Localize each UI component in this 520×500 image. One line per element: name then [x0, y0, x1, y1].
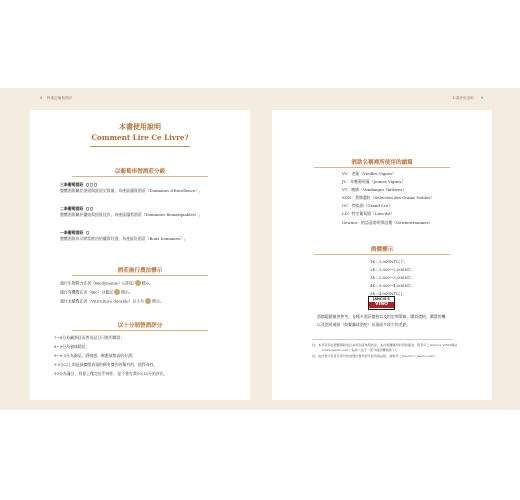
rating-description: 整體酒質屬於頂級與最頂尖質量，為產區優質酒莊（Domaines d'Excellence）。 [60, 188, 203, 193]
biodynamic-badge-icon [135, 280, 141, 286]
grape-icon [85, 206, 93, 211]
page-title-french: Comment Lire Ce Livre? [91, 133, 189, 142]
list-item: 2$＝1,000~2,000NT； [370, 267, 415, 273]
right-page-number: 9 [481, 96, 484, 100]
rating-item [60, 206, 93, 211]
section-heading-abbreviations: 酒款名稱裡所使用的縮寫 [351, 160, 413, 166]
score-line: 10分為滿分，但寥上微完近乎神作，是不會在我10/10分的評比。 [54, 371, 168, 376]
left-running-head: 科迪亞葡萄酒評 [47, 96, 73, 100]
right-page [272, 110, 492, 400]
score-line: 9.5分以上則是最傑開表現的稀有傑作的稀有的，值得尋找， [54, 362, 158, 367]
list-item: 1$＝1,000NT以下； [370, 259, 408, 264]
section-heading-scoring: 以十分制替酒評分 [117, 323, 163, 329]
section-divider [72, 176, 208, 177]
left-page [30, 110, 250, 400]
section-divider [314, 167, 450, 168]
footnote: 註：本書有別台灣嚮導版成位本吳別產地與的是，並在相關運用的同時提供，優者可上Jancis's VINO網站 [312, 343, 458, 347]
intro-line: 以及酒用通路（如餐廳或酒吧）出現或多或少的差距。 [317, 322, 411, 327]
list-item: SGN：貴腐選粒（Sélection des Grains Nobles） [342, 195, 435, 201]
grape-icon [85, 230, 89, 235]
rating-item [60, 182, 97, 187]
score-line: 9~9.5分為錦品，酒嗅感，佛應放集高的好酒； [54, 353, 136, 358]
intro-line: 酒價範圍僅供參考，各種多酒莊價格以及的定期策略，購買價格，購置的機 [317, 314, 446, 319]
title-divider [90, 146, 190, 147]
rating-item [60, 230, 89, 235]
page-title-chinese: 本書使用說明 [119, 122, 161, 131]
farming-line: 施行有機農法者（Bio）以藍記 標示。 [60, 289, 133, 295]
section-divider [314, 254, 450, 255]
rating-label: 二串葡萄酒莊 [60, 206, 84, 211]
rating-description: 整體酒質為可經常飲用的優質好酒，為產區好酒莊（Bons Domaines）。 [60, 236, 188, 241]
list-item: 4$＝3,000~4,000NT； [370, 283, 415, 289]
rating-label: 一串葡萄酒莊 [60, 230, 84, 235]
abbreviation-list [342, 170, 434, 227]
score-line: 7~8分為屬酒佳而普為品日可飲用購買； [54, 335, 125, 340]
list-item: VT：晚摘（Vendanges Tardives） [342, 187, 407, 193]
rating-description: 整體酒質屬於優級與頂級佳作，為產區優秀酒莊（Domaines Remarquables）。 [60, 212, 203, 217]
footnote: 註：由於書中某產生部份的地理位置均部分的別地品相，請參考上Jancis's（jancis.com）。 [312, 354, 438, 358]
section-heading-farming: 酒莊施行農法標示 [117, 268, 163, 274]
farming-line: 施行生物動力法者（Biodynamie）以斜記 標示。 [60, 280, 154, 286]
section-heading-price: 酒價標示 [370, 247, 394, 253]
list-item: JV：年輕葡萄藤（Jeunes Vignes） [342, 179, 406, 185]
list-item: 3$＝2,000~3,000NT； [370, 275, 415, 281]
list-item: GC：特級園（Grand Cru） [342, 203, 393, 209]
list-item: 5$＝4,000NT以上 [370, 291, 404, 297]
left-page-number: 8 [40, 96, 43, 100]
farming-line: 施行永續農法者（Viticulture durable）以小兵 標示。 [60, 298, 164, 304]
list-item: LD：特定葡萄園（Lieu-dit） [342, 211, 395, 217]
section-heading-grape-ratings: 以葡萄串替酒莊分級 [114, 169, 166, 175]
section-divider [72, 330, 208, 331]
list-item: VV：老藤（Vieilles Vignes） [342, 171, 396, 176]
jancis-vino-logo: JANCIS'S VINO [368, 296, 395, 310]
footnote-divider [312, 339, 452, 340]
footnote: （www.jancis.com）查詢（並不一部分提供購閱線下）。 [320, 348, 400, 352]
section-divider [72, 275, 208, 276]
rating-label: 三串葡萄酒莊 [60, 182, 84, 187]
price-list [370, 258, 414, 298]
list-item: Gewürz：格烏茲塔明那品種（Gewürztraminer） [342, 219, 433, 225]
grape-icon [85, 182, 97, 187]
sustainable-badge-icon [145, 298, 151, 304]
right-running-head: 本書使用說明 [452, 96, 474, 100]
organic-badge-icon [114, 289, 120, 295]
score-line: 8~9分為風味精佳； [54, 344, 90, 349]
